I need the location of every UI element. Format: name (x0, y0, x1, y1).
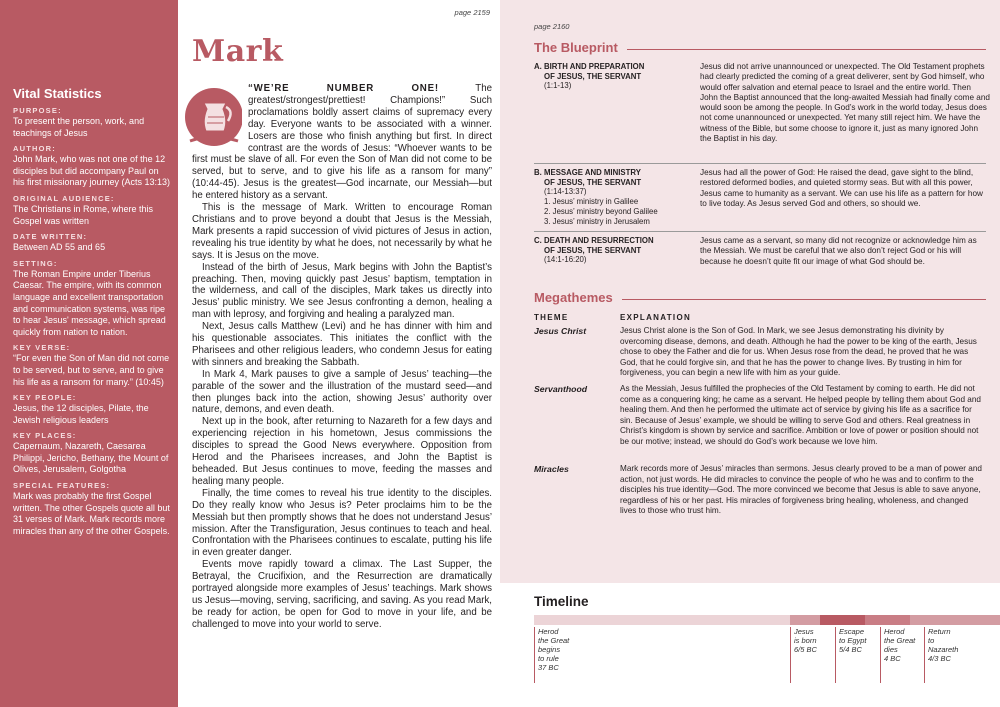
blueprint-heading-line2: OF JESUS, THE SERVANT (544, 71, 642, 81)
blueprint-text: Jesus came as a servant, so many did not recognize or acknowledge him as the Messiah. We must be careful that we also don’t reject God or his will because he doesn’t quite fit our image of what God should be. (700, 236, 977, 266)
page-number-left: page 2159 (454, 8, 490, 17)
vital-stat-label: AUTHOR: (13, 144, 56, 154)
vital-stat-value: The Christians in Rome, where this Gospel was written (13, 203, 154, 226)
timeline-event: Jesus is born 6/5 BC (790, 627, 817, 683)
vital-stat (13, 232, 171, 254)
jar-icon (182, 81, 242, 153)
vital-stat-value: Jesus, the 12 disciples, Pilate, the Jewish religious leaders (13, 403, 149, 425)
timeline-event: Escape to Egypt 5/4 BC (835, 627, 867, 683)
blueprint-title: The Blueprint (534, 40, 618, 55)
megathemes-rule (622, 299, 986, 300)
vital-stat (13, 343, 171, 388)
vital-stat-label: DATE WRITTEN: (13, 232, 88, 242)
theme-name: Servanthood (534, 384, 588, 394)
blueprint-divider (534, 163, 986, 164)
intro-paragraph: Finally, the time comes to reveal his true identity to the disciples. Do they really know who Jesus is? Peter proclaims him to be the Messiah but then promptly shows that he does not understand Jesus’ mission. After the Transfiguration, Jesus continues to teach and heal. Confrontation with the Pharisees continues to escalate, putting his life in even greater danger. (192, 487, 492, 559)
timeline-segment (910, 615, 1000, 625)
timeline-event: Herod the Great begins to rule 37 BC (534, 627, 569, 683)
vital-stat-value: John Mark, who was not one of the 12 disciples but did accompany Paul on his first missionary journey (Acts 13:13) (13, 154, 171, 188)
intro-paragraph: Next, Jesus calls Matthew (Levi) and he has dinner with him and his questionable associates. This initiates the conflict with the Pharisees and other religious leaders, who condemn Jesus for eating with sinners and breaking the Sabbath. (192, 321, 492, 368)
intro-paragraph: This is the message of Mark. Written to encourage Roman Christians and to prove beyond a doubt that Jesus is the Messiah, Mark presents a rapid succession of vivid pictures of Jesus in action, revealing his true identity by what he does, not necessarily by what he says. It is Jesus on the move. (192, 202, 492, 261)
intro-paragraph: In Mark 4, Mark pauses to give a sample of Jesus’ teaching—the parable of the sower and the illustration of the mustard seed—and then plunges back into the action, showing Jesus’ authority over nature, demons, and even death. (192, 368, 492, 416)
vital-stat-value: Mark was probably the first Gospel written. The other Gospels quote all but 31 verses of Mark. Mark records more miracles than any of the other Gospels. (13, 491, 170, 536)
intro-text (192, 83, 492, 631)
blueprint-section-heading (534, 168, 684, 226)
blueprint-heading-line1: A. BIRTH AND PREPARATION (534, 62, 645, 71)
timeline (500, 583, 1000, 707)
blueprint-section-heading (534, 62, 684, 91)
intro-paragraph: Events move rapidly toward a climax. The Last Supper, the Betrayal, the Crucifixion, and the Resurrection are dramatically portrayed alongside more examples of Jesus’ teachings. Mark shows us Jesus—moving, serving, sacrificing, and saving. As you read Mark, be ready for action, be open for God to move in your life, and be challenged to move into your world to serve. (192, 559, 492, 630)
blueprint-rule (627, 49, 986, 50)
vital-stat (13, 106, 171, 139)
vital-stat-value: “For even the Son of Man did not come to be served, but to serve, and to give his life as a ransom for many.” (10:45) (13, 353, 170, 387)
explanation-column-header: EXPLANATION (620, 313, 692, 322)
blueprint-sub: 2. Jesus’ ministry beyond Galilee (544, 206, 658, 216)
vital-stat-value: To present the person, work, and teachings of Jesus (13, 116, 145, 138)
vital-stat-value: The Roman Empire under Tiberius Caesar. The empire, with its common language and excellent transportation and communication systems, was ripe to hear Jesus' message, which spread quickly from nation to nation. (13, 268, 166, 337)
vital-stat (13, 393, 171, 426)
vital-stat (13, 259, 171, 339)
vital-stat (13, 481, 171, 537)
intro-paragraph: Next up in the book, after returning to Nazareth for a few days and experiencing rejection in his hometown, Jesus commissions the disciples to spread the Good News everywhere. Opposition from Herod and the Pharisees increases, and John the Baptist is beheaded. But Jesus continues to move, feeding the masses and healing many people. (192, 416, 492, 487)
blueprint-text: Jesus had all the power of God: He raised the dead, gave sight to the blind, restored deformed bodies, and quieted stormy seas. But with all this power, Jesus came to humanity as a servant. We can use his life as a pattern for how to live today. As Jesus served God and others, so should we. (700, 168, 983, 208)
theme-column-header: THEME (534, 313, 569, 322)
vital-statistics-title: Vital Statistics (13, 86, 102, 101)
timeline-segment (790, 615, 820, 625)
timeline-segment (865, 615, 910, 625)
intro-lead: “WE’RE NUMBER ONE! (248, 83, 439, 94)
vital-stat (13, 194, 171, 227)
blueprint-heading-line1: C. DEATH AND RESURRECTION (534, 236, 654, 245)
theme-explanation: Jesus Christ alone is the Son of God. In Mark, we see Jesus demonstrating his divinity by overcoming disease, demons, and death. Although he had the power to be king of the earth, Jesus chose to obey the Father and die for us. When Jesus rose from the dead, he proved that he was God, that he could forgive sin, and that he has the power to change lives. By trusting in him for forgiveness, you can begin a new life with him as your guide. (620, 326, 977, 377)
intro-paragraph: Instead of the birth of Jesus, Mark begins with John the Baptist’s preaching. Then, moving quickly past Jesus’ baptism, temptation in the wilderness, and call of the disciples, Mark takes us directly into Jesus’ public ministry. We see Jesus confronting a demon, healing a man with leprosy, and forgiving and healing a paralyzed man. (192, 261, 492, 321)
vital-stat-value: Capernaum, Nazareth, Caesarea Philippi, Jericho, Bethany, the Mount of Olives, Jerusalem, Golgotha (13, 441, 169, 475)
blueprint-divider (534, 231, 986, 232)
vital-stat-value: Between AD 55 and 65 (13, 242, 106, 253)
timeline-segment (820, 615, 865, 625)
vital-statistics-sidebar (0, 0, 178, 707)
vital-stat-label: PURPOSE: (13, 106, 62, 115)
blueprint-sub: (14:1-16:20) (544, 255, 587, 265)
page-number-right: page 2160 (534, 22, 570, 31)
vital-stat-label: KEY PEOPLE: (13, 393, 77, 403)
timeline-title: Timeline (534, 594, 589, 609)
blueprint-sub: 1. Jesus’ ministry in Galilee (544, 196, 639, 206)
blueprint-section-heading (534, 236, 684, 265)
blueprint-heading-line1: B. MESSAGE AND MINISTRY (534, 168, 641, 177)
blueprint-sub: 3. Jesus’ ministry in Jerusalem (544, 216, 650, 226)
blueprint-heading-line2: OF JESUS, THE SERVANT (544, 245, 642, 255)
theme-explanation: As the Messiah, Jesus fulfilled the prophecies of the Old Testament by coming to earth. He did not come as a conquering king; he came as a servant. He helped people by telling them about God and healing them. And then he performed the ultimate act of service by giving his life as a sacrifice for sin. Because of Jesus’ example, we should be willing to serve God and others. Real greatness in Christ’s kingdom is shown by service and sacrifice. Ambition or love of power or position should not be our motive; instead, we should do God’s work because we love him. (620, 384, 981, 446)
blueprint-text: Jesus did not arrive unannounced or unexpected. The Old Testament prophets had clearly predicted the coming of a great deliverer, sent by God himself, who would offer salvation and eternal peace to Israel and the entire world. Then John the Baptist announced that the long-awaited Messiah had finally come and would soon be among the people. In God’s work in the world today, Jesus does not come unannounced or unexpected. Yet many still reject him. We have the witness of the Bible, but some choose to ignore it, just as many ignored John the Baptist in his day. (700, 62, 990, 144)
theme-explanation: Mark records more of Jesus’ miracles than sermons. Jesus clearly proved to be a man of power and action, not just words. He did miracles to convince the people of who he was and to confirm to the disciples his true identity—God. The more convinced we become that Jesus is able to save anyone, regardless of his or her past. His miracles of forgiveness bring healing, wholeness, and changed lives to those who trust him. (620, 464, 982, 515)
vital-stat-label: SPECIAL FEATURES: (13, 481, 111, 491)
theme-name: Miracles (534, 464, 569, 474)
vital-stat-label: KEY VERSE: (13, 343, 71, 353)
blueprint-sub: (1:14-13:37) (544, 187, 587, 197)
vital-statistics-list (13, 106, 171, 542)
left-page (178, 0, 500, 707)
vital-stat-label: ORIGINAL AUDIENCE: (13, 193, 115, 203)
blueprint-sub: (1:1-13) (544, 81, 572, 91)
theme-name: Jesus Christ (534, 326, 587, 336)
book-title: Mark (192, 34, 284, 69)
vital-stat (13, 431, 171, 476)
megathemes-title: Megathemes (534, 290, 613, 305)
timeline-event: Herod the Great dies 4 BC (880, 627, 915, 683)
vital-stat (13, 144, 171, 189)
blueprint-heading-line2: OF JESUS, THE SERVANT (544, 177, 642, 187)
vital-stat-label: SETTING: (13, 258, 58, 268)
vital-stat-label: KEY PLACES: (13, 431, 77, 441)
timeline-event: Return to Nazareth 4/3 BC (924, 627, 958, 683)
intro-paragraph-text: The greatest/strongest/prettiest! Champions!” Such proclamations boldly assert claims of supremacy every day. Everyone wants to be associated with a winner. Losers are those who finish anything but first. In direct contrast are the words of Jesus: “Whoever wants to be first must be slave of all. For even the Son of Man did not come to be served, but to serve, and to give his life as a ransom for many” (10:44-45). Jesus is the greatest—God incarnate, our Messiah—but he entered history as a servant. (192, 83, 492, 202)
